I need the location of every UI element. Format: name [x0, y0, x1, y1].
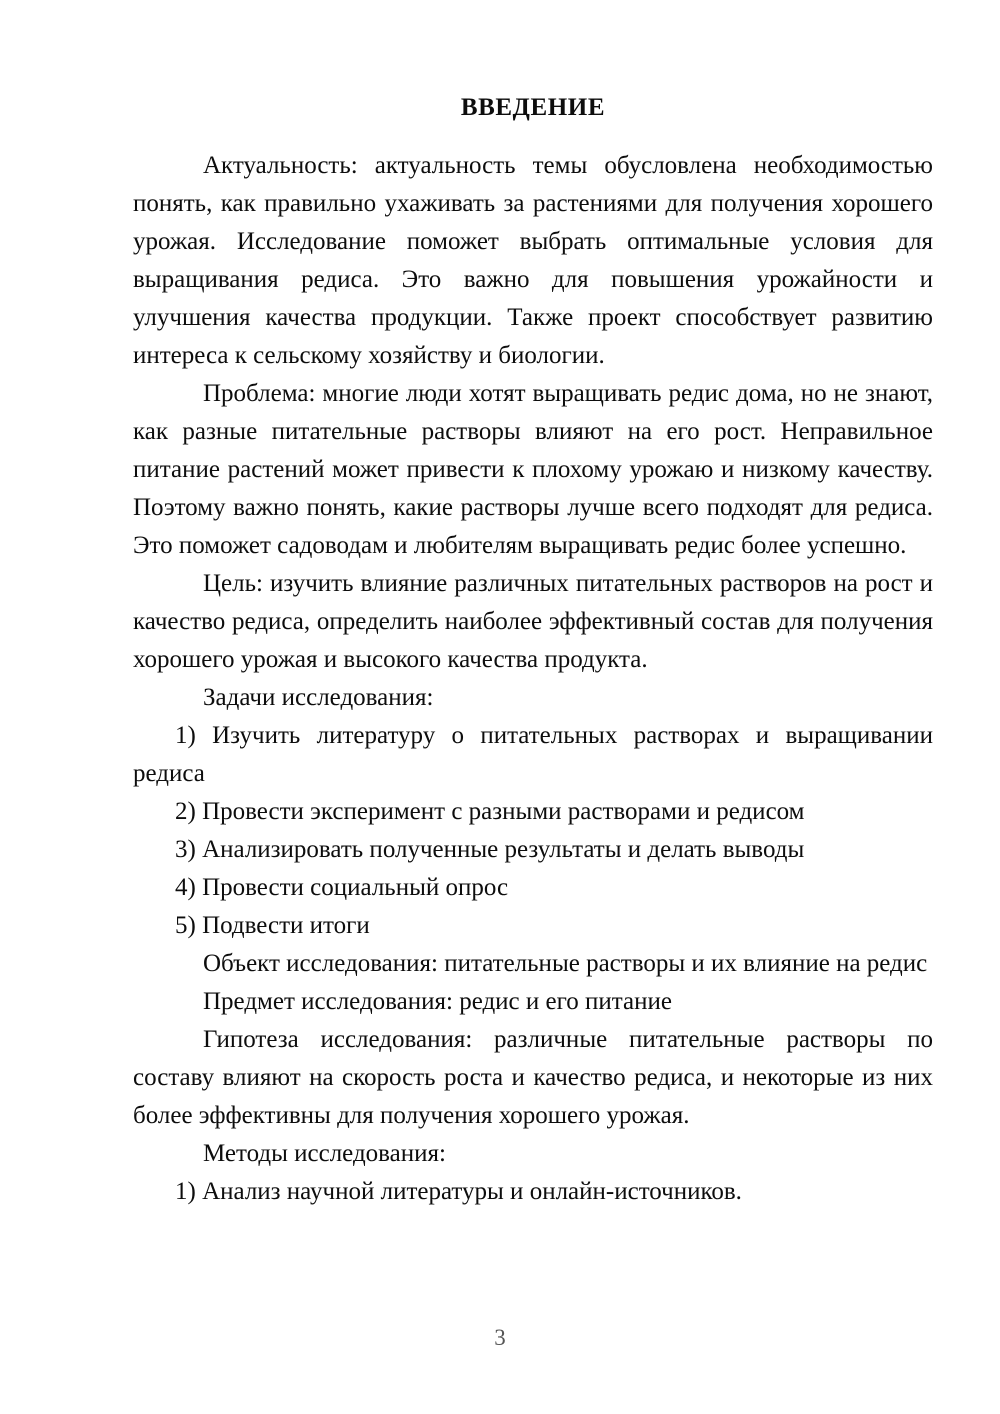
methods-list — [133, 1173, 933, 1211]
task-item-4: 4) Провести социальный опрос — [175, 873, 509, 901]
methods-heading-block — [133, 1135, 933, 1173]
paragraph-subject-block — [133, 983, 933, 1021]
paragraph-relevance-block — [133, 147, 933, 375]
paragraph-object-block — [133, 945, 933, 983]
paragraph-relevance: Актуальность: актуальность темы обусловлена необходимостью понять, как правильно ухаживать за растениями для получения хорошего урожая. Исследование поможет выбрать оптимальные условия для выращивания редиса. Это важно для повышения урожайности и улучшения качества продукции. Также проект способствует развитию интереса к сельскому хозяйству и биологии. — [133, 151, 933, 369]
paragraph-hypothesis-block — [133, 1021, 933, 1135]
tasks-list — [133, 717, 933, 945]
task-item-1: 1) Изучить литературу о питательных растворах и выращивании редиса — [133, 721, 933, 787]
paragraph-object: Объект исследования: питательные растворы и их влияние на редис — [203, 949, 928, 977]
tasks-heading-block — [133, 679, 933, 717]
paragraph-goal-block — [133, 565, 933, 679]
page-number: 3 — [494, 1325, 506, 1350]
paragraph-problem: Проблема: многие люди хотят выращивать редис дома, но не знают, как разные питательные растворы влияют на его рост. Неправильное питание растений может привести к плохому урожаю и низкому качеству. Поэтому важно понять, какие растворы лучше всего подходят для редиса. Это поможет садоводам и любителям выращивать редис более успешно. — [133, 379, 933, 559]
document-body — [133, 92, 933, 1211]
paragraph-problem-block — [133, 375, 933, 565]
paragraph-goal: Цель: изучить влияние различных питательных растворов на рост и качество редиса, определить наиболее эффективный состав для получения хорошего урожая и высокого качества продукта. — [133, 569, 933, 673]
paragraph-hypothesis: Гипотеза исследования: различные питательные растворы по составу влияют на скорость роста и качество редиса, и некоторые из них более эффективны для получения хорошего урожая. — [133, 1025, 933, 1129]
methods-heading: Методы исследования: — [203, 1139, 446, 1167]
task-item-5: 5) Подвести итоги — [175, 911, 370, 939]
paragraph-subject: Предмет исследования: редис и его питание — [203, 987, 672, 1015]
page-title: ВВЕДЕНИЕ — [460, 94, 606, 121]
task-item-2: 2) Провести эксперимент с разными растворами и редисом — [175, 797, 805, 825]
method-item-1: 1) Анализ научной литературы и онлайн-источников. — [175, 1177, 742, 1205]
task-item-3: 3) Анализировать полученные результаты и делать выводы — [175, 835, 805, 863]
tasks-heading: Задачи исследования: — [203, 683, 434, 711]
